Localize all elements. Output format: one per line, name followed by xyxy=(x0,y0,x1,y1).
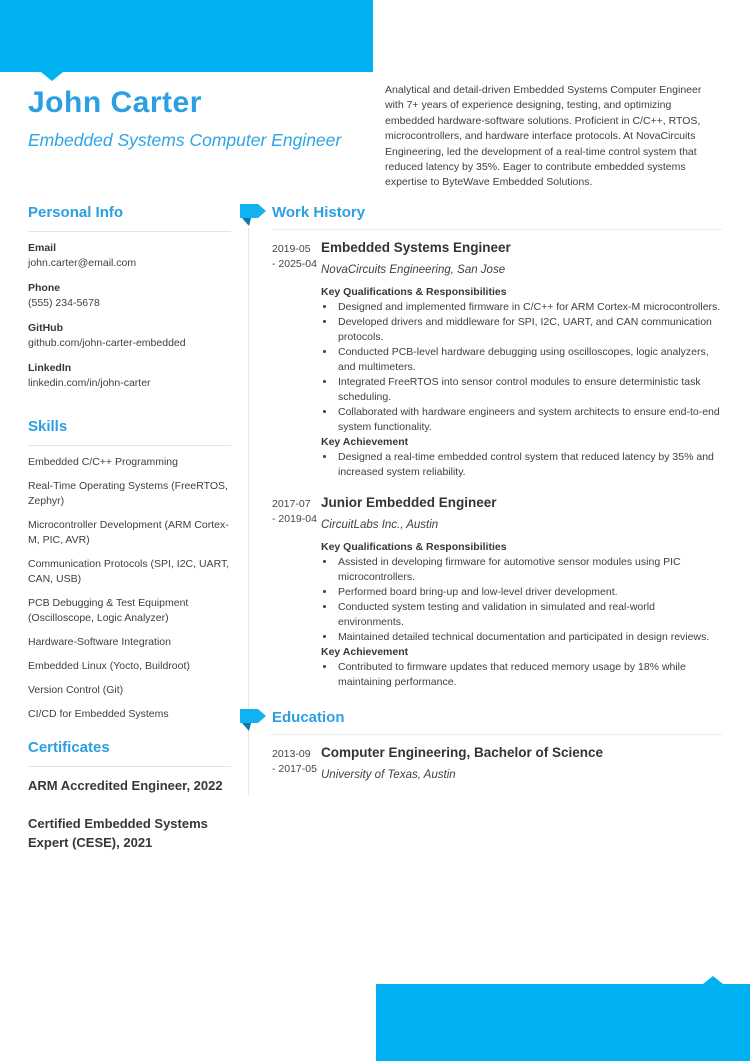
education-entry xyxy=(240,744,722,782)
responsibility-item: • Maintained detailed technical documentation and participated in design reviews. xyxy=(336,630,722,645)
certificates-section xyxy=(28,738,231,852)
responsibilities-heading: Key Qualifications & Responsibilities xyxy=(321,541,507,553)
work-entry-content xyxy=(321,494,722,690)
certificate-item: Certified Embedded Systems Expert (CESE), 2021 xyxy=(28,816,208,850)
achievements-list xyxy=(321,450,722,480)
responsibility-item: • Conducted system testing and validation in simulated and real-world environments. xyxy=(336,600,722,630)
personal-info-label: LinkedIn xyxy=(28,362,72,374)
personal-info-label: Phone xyxy=(28,282,61,294)
heading-rule xyxy=(272,229,722,230)
skill-item: Hardware-Software Integration xyxy=(28,636,171,648)
heading-rule xyxy=(28,766,231,767)
personal-info-item xyxy=(28,241,231,271)
responsibility-item: • Performed board bring-up and low-level driver development. xyxy=(336,585,722,600)
main-column xyxy=(240,203,722,800)
skill-item: CI/CD for Embedded Systems xyxy=(28,708,169,720)
responsibility-item: • Conducted PCB-level hardware debugging using oscilloscopes, logic analyzers, and multimeters. xyxy=(336,345,722,375)
education-section xyxy=(240,708,722,782)
skill-item: PCB Debugging & Test Equipment (Oscilloscope, Logic Analyzer) xyxy=(28,597,189,624)
personal-info-label: GitHub xyxy=(28,322,63,334)
responsibility-item: • Integrated FreeRTOS into sensor control modules to ensure deterministic task scheduling. xyxy=(336,375,722,405)
personal-info-item xyxy=(28,281,231,311)
sidebar-column xyxy=(28,203,231,878)
personal-info-value: github.com/john-carter-embedded xyxy=(28,337,186,349)
personal-info-label: Email xyxy=(28,242,57,254)
skill-item: Communication Protocols (SPI, I2C, UART, CAN, USB) xyxy=(28,558,230,585)
responsibility-item: • Designed and implemented firmware in C/C++ for ARM Cortex-M microcontrollers. xyxy=(336,300,722,315)
section-marker-icon xyxy=(240,204,267,232)
date-start: 2019-05 xyxy=(272,243,311,255)
responsibility-item: • Assisted in developing firmware for automotive sensor modules using PIC microcontrollers. xyxy=(336,555,722,585)
education-school: University of Texas, Austin xyxy=(321,769,456,781)
skills-section xyxy=(28,417,231,722)
work-entry-company: CircuitLabs Inc., Austin xyxy=(321,519,439,531)
work-entry xyxy=(240,494,722,690)
section-marker-icon xyxy=(240,709,267,737)
personal-info-item xyxy=(28,321,231,351)
candidate-job-title: Embedded Systems Computer Engineer xyxy=(28,130,342,150)
personal-info-list xyxy=(28,241,231,391)
heading-rule xyxy=(28,231,231,232)
work-entry-title: Embedded Systems Engineer xyxy=(321,240,511,255)
personal-info-value: john.carter@email.com xyxy=(28,257,137,269)
top-accent-band-tail xyxy=(41,72,63,81)
work-entry-content xyxy=(321,239,722,480)
skills-list xyxy=(28,455,231,722)
education-header xyxy=(240,708,722,727)
personal-info-value: (555) 234-5678 xyxy=(28,297,100,309)
top-accent-band xyxy=(0,0,373,72)
candidate-name: John Carter xyxy=(28,86,202,119)
education-degree: Computer Engineering, Bachelor of Science xyxy=(321,745,604,760)
personal-info-section xyxy=(28,203,231,391)
skills-heading: Skills xyxy=(28,418,68,435)
achievement-heading: Key Achievement xyxy=(321,646,409,658)
work-entry-dates xyxy=(240,494,321,690)
responsibilities-heading: Key Qualifications & Responsibilities xyxy=(321,286,507,298)
footer-accent-band xyxy=(376,984,750,1061)
achievements-list xyxy=(321,660,722,690)
achievement-item: • Designed a real-time embedded control system that reduced latency by 35% and increased system reliability. xyxy=(336,450,722,480)
education-heading: Education xyxy=(272,709,345,726)
work-history-header xyxy=(240,203,722,222)
certificates-heading: Certificates xyxy=(28,739,110,756)
responsibilities-list xyxy=(321,555,722,645)
education-entry-content xyxy=(321,744,722,782)
work-history-section xyxy=(240,203,722,690)
heading-rule xyxy=(272,734,722,735)
responsibilities-list xyxy=(321,300,722,435)
skill-item: Embedded Linux (Yocto, Buildroot) xyxy=(28,660,190,672)
certificates-list xyxy=(28,776,231,852)
skill-item: Microcontroller Development (ARM Cortex-M, PIC, AVR) xyxy=(28,519,229,546)
skill-item: Embedded C/C++ Programming xyxy=(28,456,178,468)
work-entry xyxy=(240,239,722,480)
certificate-item: ARM Accredited Engineer, 2022 xyxy=(28,778,223,793)
responsibility-item: • Developed drivers and middleware for SPI, I2C, UART, and CAN communication protocols. xyxy=(336,315,722,345)
work-entry-company: NovaCircuits Engineering, San Jose xyxy=(321,264,506,276)
date-end: - 2025-04 xyxy=(272,258,317,270)
date-start: 2013-09 xyxy=(272,748,311,760)
personal-info-value: linkedin.com/in/john-carter xyxy=(28,377,151,389)
achievement-heading: Key Achievement xyxy=(321,436,409,448)
personal-info-item xyxy=(28,361,231,391)
work-entry-title: Junior Embedded Engineer xyxy=(321,495,497,510)
education-entry-dates xyxy=(240,744,321,782)
achievement-item: • Contributed to firmware updates that reduced memory usage by 18% while maintaining performance. xyxy=(336,660,722,690)
personal-info-heading: Personal Info xyxy=(28,204,124,221)
date-end: - 2017-05 xyxy=(272,763,317,775)
date-start: 2017-07 xyxy=(272,498,311,510)
responsibility-item: • Collaborated with hardware engineers and system architects to ensure end-to-end system functionality. xyxy=(336,405,722,435)
footer-accent-band-tail xyxy=(703,976,723,984)
heading-rule xyxy=(28,445,231,446)
profile-summary: Analytical and detail-driven Embedded Systems Computer Engineer with 7+ years of experience designing, testing, and optimizing embedded hardware-software solutions. Proficient in C/C++, RTOS, microcontrollers, and hardware interface protocols. At NovaCircuits Engineering, led the development of a real-time control system that reduced latency by 35%. Eager to contribute embedded systems expertise to ByteWave Embedded Solutions. xyxy=(385,84,702,189)
date-end: - 2019-04 xyxy=(272,513,317,525)
work-history-heading: Work History xyxy=(272,204,366,221)
skill-item: Version Control (Git) xyxy=(28,684,124,696)
work-entry-dates xyxy=(240,239,321,480)
skill-item: Real-Time Operating Systems (FreeRTOS, Zephyr) xyxy=(28,480,228,507)
